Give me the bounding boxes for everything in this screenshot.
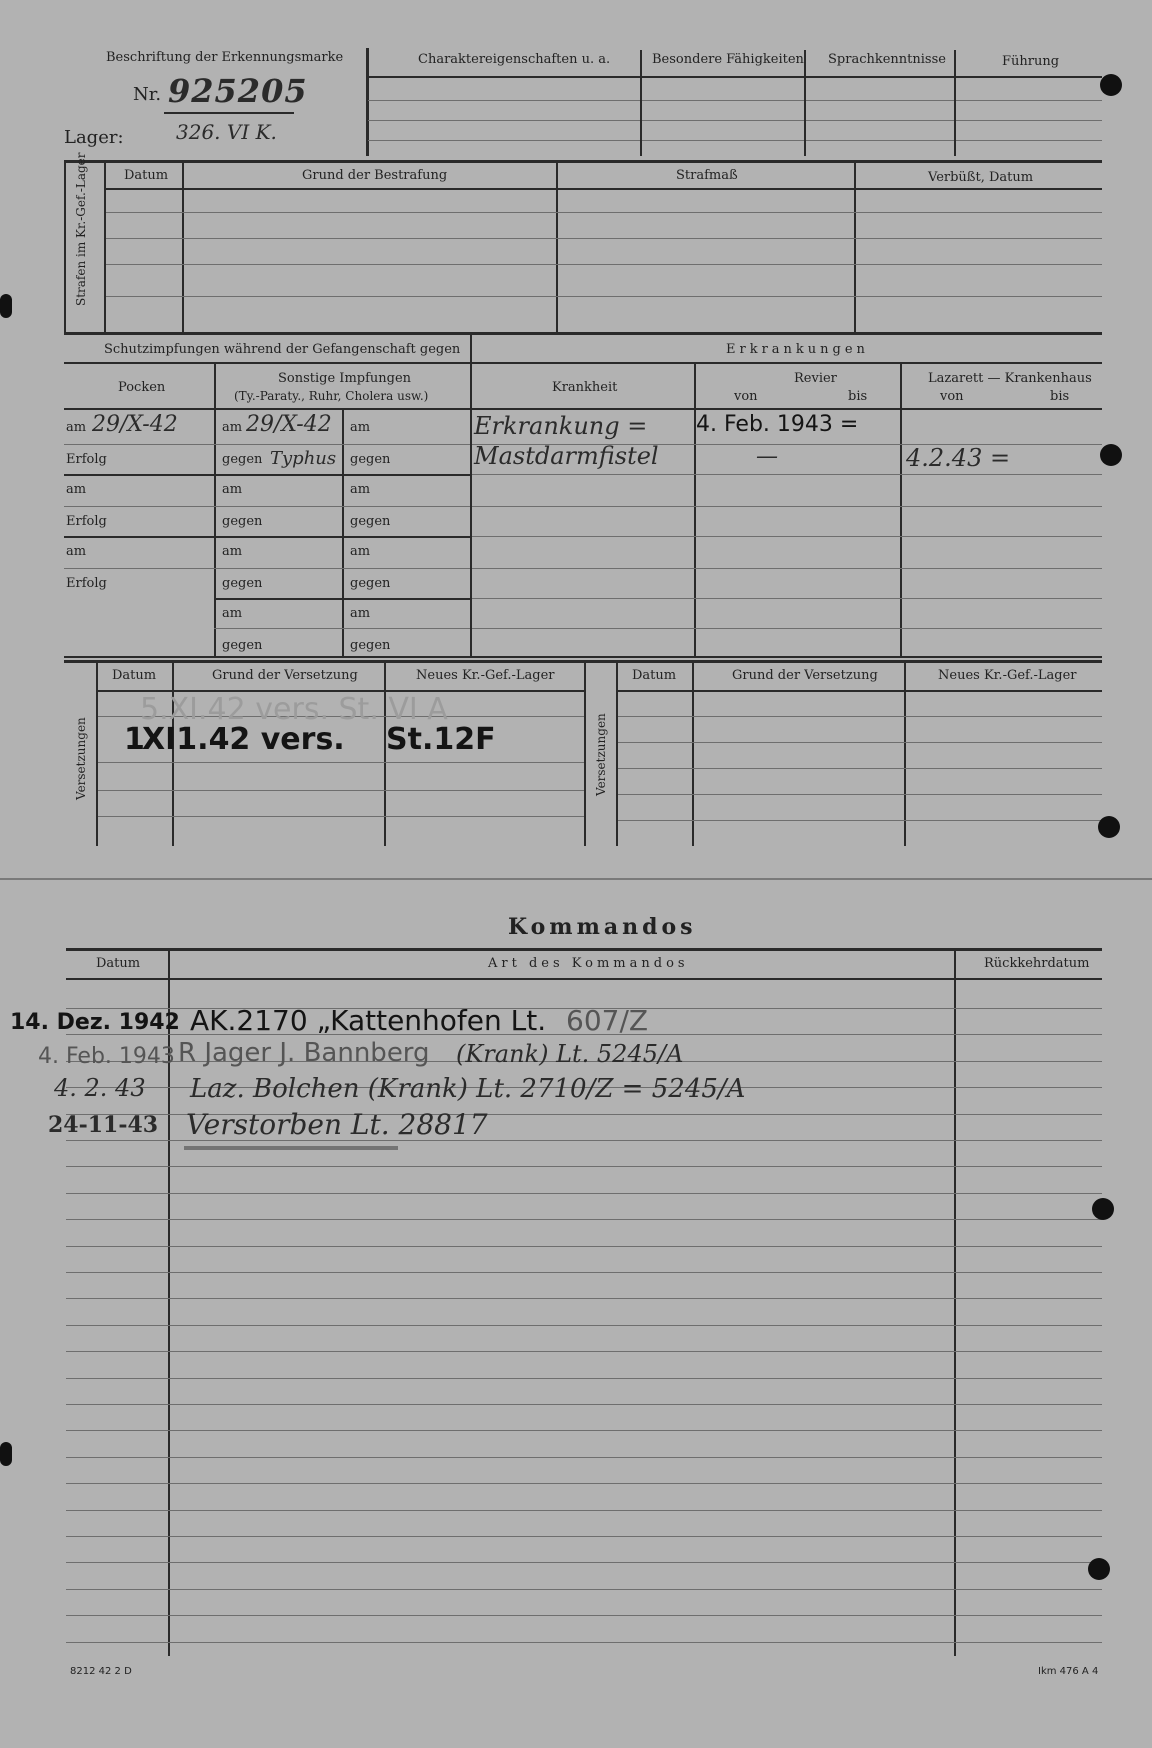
vers-entry-main: XI1.42 vers. <box>142 722 345 757</box>
pocken-am-value: 29/X-42 <box>92 412 178 437</box>
vers-col-datum-left: Datum <box>112 668 157 683</box>
kommando-date-2: 4. Feb. 1943 <box>38 1044 175 1069</box>
pocken-label: Pocken <box>118 380 166 395</box>
krankheit-value-2: Mastdarmfistel <box>474 442 659 470</box>
vers-col-grund-right: Grund der Versetzung <box>732 668 878 683</box>
pocken-erfolg-1: Erfolg <box>66 452 107 467</box>
pocken-erfolg-3: Erfolg <box>66 576 107 591</box>
punch-hole <box>1100 444 1122 466</box>
strafen-col-verbuesst: Verbüßt, Datum <box>928 170 1034 185</box>
col-faehigkeiten: Besondere Fähigkeiten <box>652 52 804 67</box>
impfungen-title: Schutzimpfungen während der Gefangenschaft gegen <box>104 342 461 357</box>
ruled-line <box>66 1642 1102 1643</box>
kommando-text-1: AK.2170 „Kattenhofen Lt. <box>190 1004 547 1037</box>
punch-hole <box>1092 1198 1114 1220</box>
lazarett-bis: bis <box>1050 389 1070 404</box>
punch-hole <box>1098 816 1120 838</box>
ruled-line <box>66 1615 1102 1616</box>
s1-gegen-2: gegen <box>222 514 263 529</box>
pocken-erfolg-2: Erfolg <box>66 514 107 529</box>
krankheit-label: Krankheit <box>552 380 618 395</box>
kommandos-col-datum: Datum <box>96 956 141 971</box>
revier-von: von <box>734 389 758 404</box>
s1-am-4: am <box>222 606 243 621</box>
s1-gegen-1: gegen <box>222 452 263 467</box>
sonstige-sub: (Ty.-Paraty., Ruhr, Cholera usw.) <box>234 389 429 403</box>
lager-label: Lager: <box>64 127 124 148</box>
col-sprachen: Sprachkenntnisse <box>828 52 946 67</box>
strafen-side-label: Strafen im Kr.-Gef.-Lager <box>74 152 88 306</box>
ruled-line <box>66 1166 1102 1167</box>
ruled-line <box>66 1483 1102 1484</box>
kommando-date-1: 14. Dez. 1942 <box>10 1010 180 1035</box>
ruled-line <box>66 1351 1102 1352</box>
sonstige-label: Sonstige Impfungen <box>278 371 412 386</box>
s2-gegen-4: gegen <box>350 638 391 653</box>
s1-am-1: am <box>222 420 243 435</box>
lazarett-label: Lazarett — Krankenhaus <box>928 371 1092 386</box>
ruled-line <box>66 1246 1102 1247</box>
ruled-line <box>66 1298 1102 1299</box>
s1-gegen-3: gegen <box>222 576 263 591</box>
lager-value: 326. VI K. <box>176 120 277 144</box>
ruled-line <box>66 1219 1102 1220</box>
krankheit-value-1: Erkrankung = <box>474 412 648 440</box>
col-charakter: Charaktereigenschaften u. a. <box>418 52 611 67</box>
kommandos-title: Kommandos <box>508 914 697 940</box>
kommandos-col-art: Art des Kommandos <box>488 956 689 971</box>
col-fuehrung: Führung <box>1002 54 1060 69</box>
footer-left: 8212 42 2 D <box>70 1666 132 1677</box>
punch-hole <box>1100 74 1122 96</box>
s2-am-3: am <box>350 544 371 559</box>
s2-gegen-2: gegen <box>350 514 391 529</box>
edge-notch <box>0 294 12 318</box>
s1-am-3: am <box>222 544 243 559</box>
kommandos-col-rueckkehr: Rückkehrdatum <box>984 956 1090 971</box>
ruled-line <box>66 1272 1102 1273</box>
nr-label: Nr. <box>133 84 162 105</box>
kommando-date-3: 4. 2. 43 <box>54 1074 146 1102</box>
versetzungen-side-label-right: Versetzungen <box>594 713 608 796</box>
vers-faded-entry: 5.XI.42 vers. St. VI A <box>140 692 448 727</box>
erkrankungen-title: Erkrankungen <box>726 342 869 357</box>
ruled-line <box>66 1325 1102 1326</box>
ruled-line <box>66 1457 1102 1458</box>
revier-von-value: 4. Feb. 1943 = <box>696 412 859 437</box>
punch-hole <box>1088 1558 1110 1580</box>
vers-col-lager-left: Neues Kr.-Gef.-Lager <box>416 668 555 683</box>
strafen-col-grund: Grund der Bestrafung <box>302 168 448 183</box>
ruled-line <box>66 1378 1102 1379</box>
ruled-line <box>66 1536 1102 1537</box>
strafen-col-strafmass: Strafmaß <box>676 168 738 183</box>
ruled-line <box>66 1430 1102 1431</box>
s2-am-1: am <box>350 420 371 435</box>
ruled-line <box>66 1404 1102 1405</box>
kommando-suffix-2: (Krank) Lt. 5245/A <box>456 1040 684 1068</box>
s1-am-2: am <box>222 482 243 497</box>
ruled-line <box>66 1562 1102 1563</box>
lazarett-von: von <box>940 389 964 404</box>
revier-dash: — <box>756 444 778 469</box>
vers-col-datum-right: Datum <box>632 668 677 683</box>
edge-notch <box>0 1442 12 1466</box>
revier-bis: bis <box>848 389 868 404</box>
sonstige-am-value: 29/X-42 <box>246 412 332 437</box>
vers-col-lager-right: Neues Kr.-Gef.-Lager <box>938 668 1077 683</box>
strafen-col-datum: Datum <box>124 168 169 183</box>
tag-label: Beschriftung der Erkennungsmarke <box>106 50 344 65</box>
s2-am-2: am <box>350 482 371 497</box>
kommando-date-4: 24-11-43 <box>48 1112 159 1138</box>
vers-col-grund-left: Grund der Versetzung <box>212 668 358 683</box>
revier-label: Revier <box>794 371 837 386</box>
vers-entry-lager: St.12F <box>386 722 496 757</box>
s2-gegen-1: gegen <box>350 452 391 467</box>
s2-am-4: am <box>350 606 371 621</box>
versetzungen-side-label-left: Versetzungen <box>74 717 88 800</box>
footer-right: Ikm 476 A 4 <box>1038 1666 1099 1677</box>
pocken-am-3: am <box>66 544 87 559</box>
kommando-text-4: Verstorben Lt. 28817 <box>186 1108 488 1141</box>
s2-gegen-3: gegen <box>350 576 391 591</box>
sonstige-gegen-value: Typhus <box>270 448 337 469</box>
s1-gegen-4: gegen <box>222 638 263 653</box>
ruled-line <box>66 1589 1102 1590</box>
kommando-text-3: Laz. Bolchen (Krank) Lt. 2710/Z = 5245/A <box>190 1074 746 1104</box>
lazarett-von-value: 4.2.43 = <box>906 444 1011 472</box>
vers-entry-prefix: 1 <box>124 722 145 757</box>
pocken-am-1: am <box>66 420 87 435</box>
kommando-text-2: R Jager J. Bannberg <box>178 1038 430 1068</box>
nr-value: 925205 <box>168 72 308 110</box>
pocken-am-2: am <box>66 482 87 497</box>
kommando-suffix-1: 607/Z <box>566 1004 649 1037</box>
ruled-line <box>66 1193 1102 1194</box>
ruled-line <box>66 1510 1102 1511</box>
